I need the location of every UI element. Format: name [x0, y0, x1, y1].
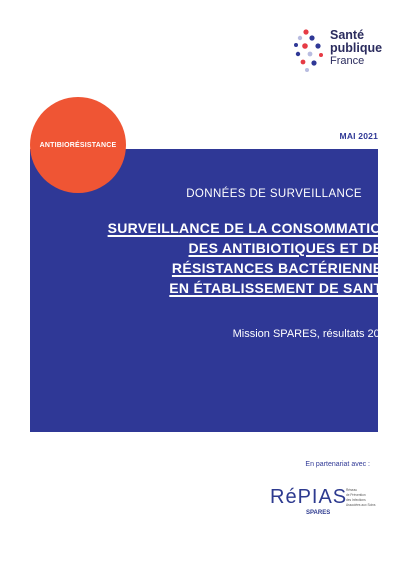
- title-line: RÉSISTANCES BACTÉRIENNES: [171, 260, 392, 276]
- spf-wordmark: [330, 29, 382, 68]
- logo-line-3: France: [330, 55, 365, 67]
- topic-badge-label: ANTIBIORÉSISTANCE: [39, 141, 117, 149]
- partner-label: En partenariat avec :: [305, 461, 370, 468]
- sante-publique-france-logo: [292, 27, 392, 77]
- title-line: SURVEILLANCE DE LA CONSOMMATION: [107, 220, 392, 236]
- repias-description: [346, 488, 390, 508]
- logo-line-2: publique: [330, 41, 383, 55]
- repias-description-line: des Infections: [346, 498, 366, 502]
- publication-date: MAI 2021: [339, 131, 378, 141]
- repias-description-line: Associées aux Soins: [346, 503, 376, 507]
- surtitle: DONNÉES DE SURVEILLANCE: [186, 188, 362, 200]
- repias-description-line: de Prévention: [346, 493, 366, 497]
- topic-badge: [30, 97, 126, 193]
- repias-program: SPARES: [306, 510, 331, 516]
- report-subtitle: Mission SPARES, résultats 2019: [232, 328, 392, 340]
- report-title: [72, 218, 392, 298]
- repias-wordmark: RéPIAS: [270, 486, 348, 508]
- repias-description-line: Réseau: [346, 488, 357, 492]
- repias-logo: [270, 482, 390, 526]
- logo-line-1: Santé: [330, 28, 365, 42]
- spf-dots-icon: [292, 27, 326, 77]
- title-line: DES ANTIBIOTIQUES ET DES: [188, 240, 392, 256]
- title-line: EN ÉTABLISSEMENT DE SANTÉ: [169, 280, 392, 296]
